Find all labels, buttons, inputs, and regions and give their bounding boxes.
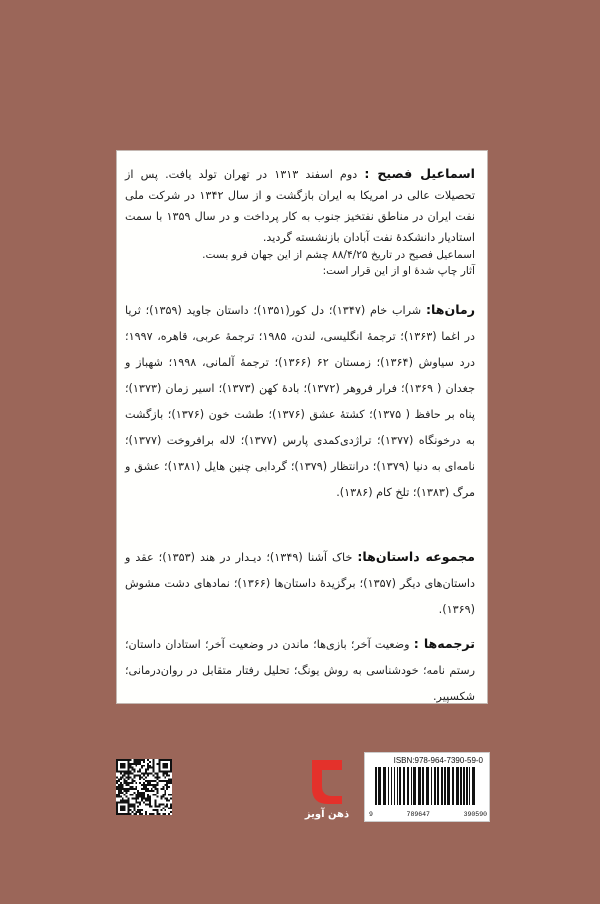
isbn-text: ISBN:978-964-7390-59-0 [393,756,483,765]
author-bio-extra [125,247,475,279]
back-cover-text-panel [116,150,488,704]
publisher-logo-icon [312,760,342,804]
barcode-digit-first: 9 [369,811,373,818]
barcode-digits [369,811,487,818]
translations-section [125,631,475,710]
isbn-barcode [364,752,490,822]
barcode-bars [375,767,483,805]
author-bio-text: دوم اسفند ۱۳۱۳ در تهران تولد یافت. پس از تحصیلات عالی در امریکا به ایران بازگشت و از سال ۱۳۴۲ در شرکت ملی نفت ایران در مناطق نفتخیز جنوب به کار پرداخت و در سال ۱۳۵۹ با سمت استادیار دانشکدهٔ نفت آبادان بازنشسته گردید. [125,168,476,244]
qr-code [116,759,172,815]
barcode-digit-group-2: 390590 [463,811,487,818]
publisher-logo [300,756,354,820]
novels-heading: رمان‌ها: [425,302,475,317]
barcode-digit-group-1: 789647 [406,811,430,818]
publisher-name: ذهن آویز [304,809,350,820]
stories-heading: مجموعه داستان‌ها: [357,549,475,564]
translations-list: وضعیت آخر؛ بازی‌ها؛ ماندن در وضعیت آخر؛ استادان داستان؛ رستم نامه؛ خودشناسی به روش یونگ؛ تحلیل رفتار متقابل در روان‌درمانی؛ شکسپیر. [125,638,475,703]
stories-list: خاک آشنا (۱۳۴۹)؛ دیـدار در هند (۱۳۵۳)؛ عقد و داستان‌های دیگر (۱۳۵۷)؛ برگزیدهٔ داستان‌ها (۱۳۶۶)؛ نمادهای دشت مشوش (۱۳۶۹). [125,551,475,616]
stories-section [125,544,475,623]
translations-heading: ترجمه‌ها : [413,636,475,651]
works-intro: آثار چاپ شدهٔ او از این قرار است: [322,265,475,277]
author-name: اسماعیل فصیح : [364,166,475,181]
author-bio [125,163,475,248]
novels-section [125,297,475,506]
novels-list: شراب خام (۱۳۴۷)؛ دل کور(۱۳۵۱)؛ داستان جاوید (۱۳۵۹)؛ ثریا در اغما (۱۳۶۳)؛ ترجمهٔ انگلیسی، لندن، ۱۹۸۵؛ ترجمهٔ عربی، قاهره، ۱۹۹۷؛ درد سیاوش (۱۳۶۴)؛ زمستان ۶۲ (۱۳۶۶)؛ ترجمهٔ آلمانی، ۱۹۹۸؛ شهباز و جغدان ( ۱۳۶۹)؛ فرار فروهر (۱۳۷۲)؛ بادهٔ کهن (۱۳۷۳)؛ اسیر زمان (۱۳۷۳)؛ پناه بر حافظ ( ۱۳۷۵)؛ کشتهٔ عشق (۱۳۷۶)؛ طشت خون (۱۳۷۶)؛ بازگشت به درخونگاه (۱۳۷۷)؛ تراژدی‌کمدی پارس (۱۳۷۷)؛ لاله برافروخت (۱۳۷۷)؛ نامه‌ای به دنیا (۱۳۷۹)؛ درانتظار (۱۳۷۹)؛ گردابی چنین هایل (۱۳۸۱)؛ عشق و مرگ (۱۳۸۳)؛ تلخ کام (۱۳۸۶). [125,304,476,499]
author-death-note: اسماعیل فصیح در تاریخ ۸۸/۴/۲۵ چشم از این جهان فرو بست. [202,249,475,261]
